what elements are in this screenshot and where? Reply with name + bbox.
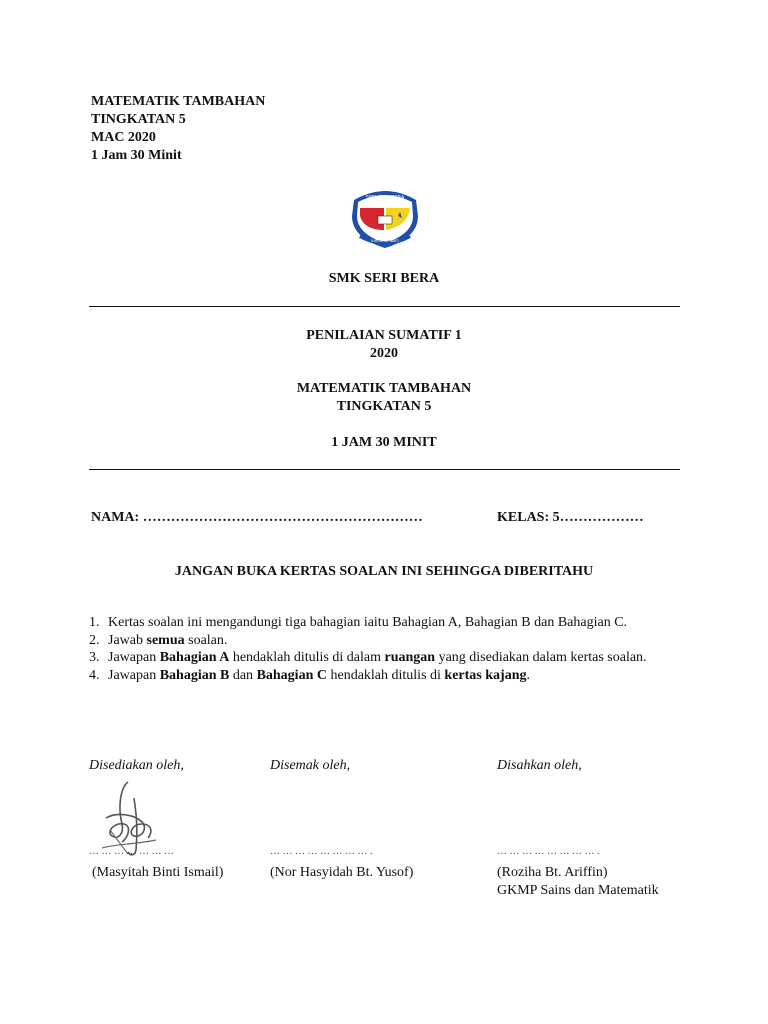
warning-text: JANGAN BUKA KERTAS SOALAN INI SEHINGGA DIBERITAHU — [174, 564, 594, 579]
header-subject: MATEMATIK TAMBAHAN — [91, 94, 266, 109]
assessment-title: PENILAIAN SUMATIF 1 — [306, 328, 462, 343]
instructions-list — [89, 614, 689, 684]
class-dots: ……………… — [559, 510, 644, 525]
class-label: KELAS: 5 — [497, 510, 560, 525]
paper-duration: 1 JAM 30 MINIT — [331, 435, 437, 450]
checked-sign-line: … … … … … … … … . — [270, 846, 373, 857]
prepared-by-label: Disediakan oleh, — [89, 758, 184, 773]
school-name: SMK SERI BERA — [328, 271, 440, 286]
approved-by-title: GKMP Sains dan Matematik — [497, 883, 659, 898]
prepared-sign-line: … … … … … … … — [89, 846, 174, 857]
approved-sign-line: … … … … … … … … . — [497, 846, 600, 857]
bottom-divider — [89, 469, 680, 470]
instruction-number: 4. — [89, 667, 100, 683]
approved-by-name: (Roziha Bt. Ariffin) — [497, 865, 608, 880]
instruction-number: 1. — [89, 615, 100, 630]
logo-motto-text: ILMU AMAL BAKTI — [371, 239, 399, 243]
class-field — [497, 510, 644, 526]
instruction-text: Jawapan Bahagian B dan Bahagian C hendaklah ditulis di kertas kajang. — [108, 667, 530, 683]
instruction-item — [89, 667, 689, 685]
paper-form: TINGKATAN 5 — [336, 399, 432, 414]
instruction-item — [89, 614, 689, 632]
header-month: MAC 2020 — [91, 130, 156, 145]
instruction-text: Kertas soalan ini mengandungi tiga bahagian iaitu Bahagian A, Bahagian B dan Bahagian C. — [108, 615, 628, 630]
instruction-item — [89, 632, 689, 650]
header-duration: 1 Jam 30 Minit — [91, 148, 182, 163]
prepared-by-name: (Masyitah Binti Ismail) — [92, 865, 224, 880]
header-form: TINGKATAN 5 — [91, 112, 186, 127]
name-field — [91, 510, 423, 526]
instruction-number: 3. — [89, 650, 100, 665]
checked-by-label: Disemak oleh, — [270, 758, 351, 773]
name-label: NAMA: — [91, 510, 143, 525]
top-divider — [89, 306, 680, 307]
school-crest-icon — [348, 186, 422, 250]
instruction-text: Jawab semua soalan. — [108, 632, 228, 648]
instruction-number: 2. — [89, 632, 100, 648]
instruction-text: Jawapan Bahagian A hendaklah ditulis di dalam ruangan yang disediakan dalam kertas soalan. — [108, 650, 647, 665]
name-dots: …………………………………………………… — [142, 510, 423, 525]
checked-by-name: (Nor Hasyidah Bt. Yusof) — [270, 865, 414, 880]
logo-crest-text: SMK SERI BERA — [365, 195, 405, 201]
instruction-item — [89, 649, 689, 667]
approved-by-label: Disahkan oleh, — [497, 758, 582, 773]
paper-subject: MATEMATIK TAMBAHAN — [296, 381, 472, 396]
assessment-year: 2020 — [370, 346, 398, 361]
